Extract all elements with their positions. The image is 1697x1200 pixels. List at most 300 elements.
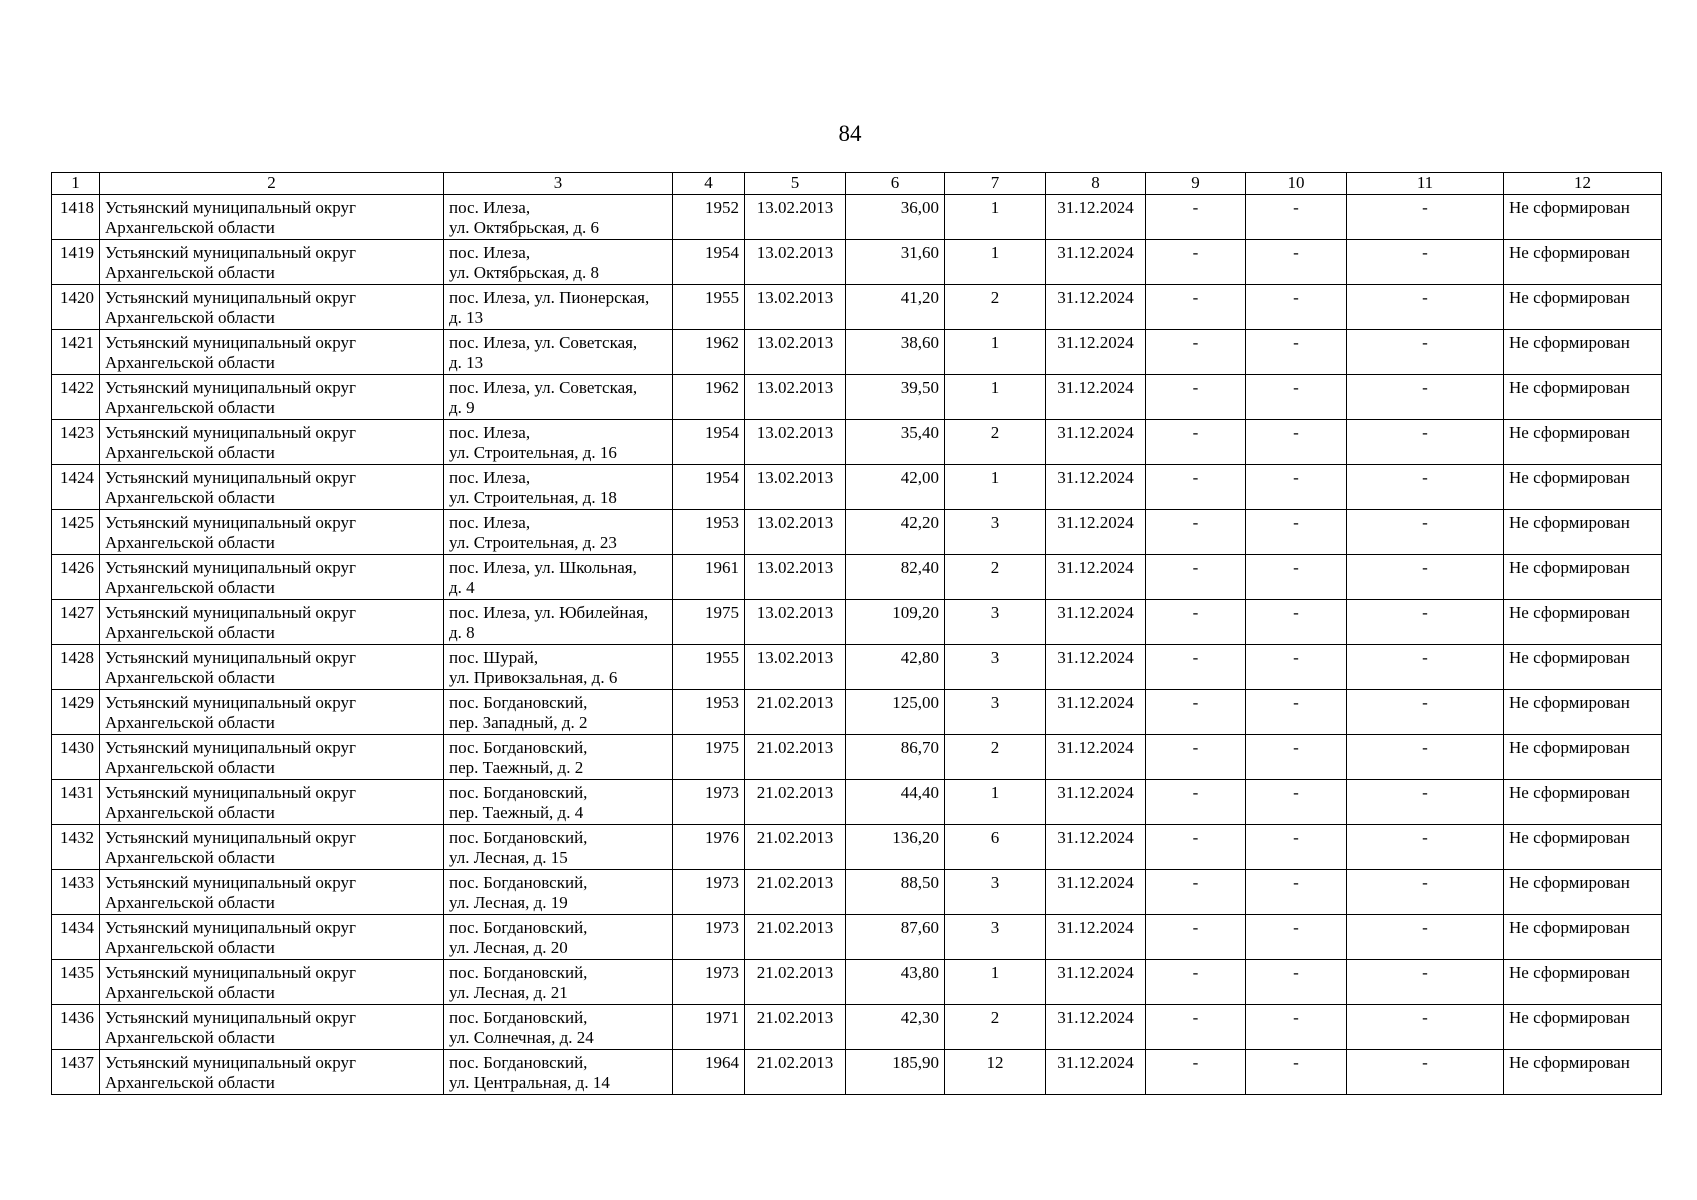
area-cell: 42,00	[846, 465, 945, 510]
owner-cell	[100, 240, 444, 285]
address-cell-line: пос. Илеза,	[449, 198, 531, 217]
area-cell: 39,50	[846, 375, 945, 420]
build-year-cell: 1973	[673, 870, 745, 915]
row-number-cell: 1424	[52, 465, 100, 510]
column-10-cell: -	[1246, 1005, 1347, 1050]
deadline-cell: 31.12.2024	[1046, 645, 1146, 690]
column-9-cell: -	[1146, 465, 1246, 510]
owner-cell-line: Архангельской области	[105, 488, 275, 507]
column-9-cell: -	[1146, 240, 1246, 285]
row-number-cell: 1429	[52, 690, 100, 735]
column-10-cell: -	[1246, 600, 1347, 645]
status-cell: Не сформирован	[1504, 375, 1662, 420]
build-year-cell: 1973	[673, 915, 745, 960]
recognition-date-cell: 13.02.2013	[745, 375, 846, 420]
status-cell: Не сформирован	[1504, 555, 1662, 600]
status-cell: Не сформирован	[1504, 825, 1662, 870]
residents-count-cell: 3	[945, 645, 1046, 690]
column-header-10: 10	[1246, 173, 1347, 195]
owner-cell-line: Архангельской области	[105, 758, 275, 777]
address-cell-line: пос. Илеза, ул. Пионерская,	[449, 288, 650, 307]
status-cell: Не сформирован	[1504, 915, 1662, 960]
owner-cell-line: Устьянский муниципальный округ	[105, 873, 356, 892]
owner-cell-line: Устьянский муниципальный округ	[105, 423, 356, 442]
recognition-date-cell: 13.02.2013	[745, 195, 846, 240]
address-cell-line: пос. Богдановский,	[449, 783, 588, 802]
row-number-cell: 1420	[52, 285, 100, 330]
column-9-cell: -	[1146, 870, 1246, 915]
residents-count-cell: 3	[945, 870, 1046, 915]
owner-cell-line: Архангельской области	[105, 848, 275, 867]
table-row	[52, 240, 1662, 285]
status-cell: Не сформирован	[1504, 735, 1662, 780]
status-cell: Не сформирован	[1504, 330, 1662, 375]
owner-cell-line: Архангельской области	[105, 938, 275, 957]
area-cell: 31,60	[846, 240, 945, 285]
column-header-5: 5	[745, 173, 846, 195]
column-11-cell: -	[1347, 780, 1504, 825]
row-number-cell: 1436	[52, 1005, 100, 1050]
address-cell	[444, 825, 673, 870]
table-row	[52, 600, 1662, 645]
column-11-cell: -	[1347, 465, 1504, 510]
owner-cell-line: Устьянский муниципальный округ	[105, 468, 356, 487]
table-row	[52, 195, 1662, 240]
owner-cell	[100, 195, 444, 240]
column-11-cell: -	[1347, 690, 1504, 735]
recognition-date-cell: 21.02.2013	[745, 870, 846, 915]
owner-cell-line: Устьянский муниципальный округ	[105, 558, 356, 577]
row-number-cell: 1433	[52, 870, 100, 915]
table-body	[52, 195, 1662, 1095]
recognition-date-cell: 13.02.2013	[745, 645, 846, 690]
address-cell	[444, 1050, 673, 1095]
column-11-cell: -	[1347, 1050, 1504, 1095]
table-row	[52, 690, 1662, 735]
column-10-cell: -	[1246, 915, 1347, 960]
deadline-cell: 31.12.2024	[1046, 420, 1146, 465]
owner-cell-line: Устьянский муниципальный округ	[105, 513, 356, 532]
table-row	[52, 375, 1662, 420]
address-cell	[444, 465, 673, 510]
owner-cell-line: Устьянский муниципальный округ	[105, 1008, 356, 1027]
address-cell-line: пос. Илеза, ул. Советская,	[449, 378, 638, 397]
residents-count-cell: 1	[945, 330, 1046, 375]
column-9-cell: -	[1146, 690, 1246, 735]
row-number-cell: 1425	[52, 510, 100, 555]
recognition-date-cell: 21.02.2013	[745, 825, 846, 870]
address-cell-line: пос. Богдановский,	[449, 873, 588, 892]
address-cell-line: пос. Богдановский,	[449, 963, 588, 982]
column-9-cell: -	[1146, 330, 1246, 375]
residents-count-cell: 1	[945, 960, 1046, 1005]
column-11-cell: -	[1347, 285, 1504, 330]
build-year-cell: 1962	[673, 330, 745, 375]
column-9-cell: -	[1146, 285, 1246, 330]
status-cell: Не сформирован	[1504, 510, 1662, 555]
table-row	[52, 780, 1662, 825]
recognition-date-cell: 21.02.2013	[745, 780, 846, 825]
recognition-date-cell: 21.02.2013	[745, 690, 846, 735]
residents-count-cell: 3	[945, 690, 1046, 735]
residents-count-cell: 1	[945, 375, 1046, 420]
area-cell: 86,70	[846, 735, 945, 780]
column-10-cell: -	[1246, 555, 1347, 600]
recognition-date-cell: 13.02.2013	[745, 285, 846, 330]
column-10-cell: -	[1246, 240, 1347, 285]
column-10-cell: -	[1246, 960, 1347, 1005]
address-cell-line: д. 13	[449, 353, 484, 372]
recognition-date-cell: 13.02.2013	[745, 555, 846, 600]
owner-cell-line: Архангельской области	[105, 623, 275, 642]
owner-cell-line: Архангельской области	[105, 803, 275, 822]
row-number-cell: 1432	[52, 825, 100, 870]
area-cell: 88,50	[846, 870, 945, 915]
build-year-cell: 1973	[673, 960, 745, 1005]
area-cell: 136,20	[846, 825, 945, 870]
row-number-cell: 1427	[52, 600, 100, 645]
column-10-cell: -	[1246, 330, 1347, 375]
column-10-cell: -	[1246, 1050, 1347, 1095]
build-year-cell: 1973	[673, 780, 745, 825]
owner-cell-line: Архангельской области	[105, 398, 275, 417]
address-cell-line: ул. Октябрьская, д. 6	[449, 218, 600, 237]
recognition-date-cell: 21.02.2013	[745, 735, 846, 780]
build-year-cell: 1954	[673, 465, 745, 510]
deadline-cell: 31.12.2024	[1046, 330, 1146, 375]
column-header-1: 1	[52, 173, 100, 195]
address-cell-line: ул. Солнечная, д. 24	[449, 1028, 594, 1047]
address-cell	[444, 195, 673, 240]
build-year-cell: 1955	[673, 645, 745, 690]
owner-cell	[100, 735, 444, 780]
build-year-cell: 1962	[673, 375, 745, 420]
column-header-11: 11	[1347, 173, 1504, 195]
address-cell-line: ул. Октябрьская, д. 8	[449, 263, 600, 282]
table-row	[52, 420, 1662, 465]
deadline-cell: 31.12.2024	[1046, 690, 1146, 735]
column-11-cell: -	[1347, 240, 1504, 285]
table-row	[52, 465, 1662, 510]
address-cell	[444, 555, 673, 600]
row-number-cell: 1419	[52, 240, 100, 285]
deadline-cell: 31.12.2024	[1046, 780, 1146, 825]
owner-cell	[100, 825, 444, 870]
column-9-cell: -	[1146, 1050, 1246, 1095]
residents-count-cell: 1	[945, 465, 1046, 510]
owner-cell	[100, 690, 444, 735]
owner-cell-line: Устьянский муниципальный округ	[105, 288, 356, 307]
column-9-cell: -	[1146, 780, 1246, 825]
owner-cell	[100, 375, 444, 420]
column-11-cell: -	[1347, 195, 1504, 240]
owner-cell-line: Устьянский муниципальный округ	[105, 738, 356, 757]
address-cell	[444, 870, 673, 915]
recognition-date-cell: 13.02.2013	[745, 465, 846, 510]
deadline-cell: 31.12.2024	[1046, 735, 1146, 780]
owner-cell-line: Архангельской области	[105, 353, 275, 372]
page-number: 84	[838, 121, 862, 146]
status-cell: Не сформирован	[1504, 420, 1662, 465]
address-cell-line: ул. Лесная, д. 19	[449, 893, 568, 912]
recognition-date-cell: 13.02.2013	[745, 240, 846, 285]
build-year-cell: 1955	[673, 285, 745, 330]
address-cell-line: ул. Центральная, д. 14	[449, 1073, 610, 1092]
area-cell: 38,60	[846, 330, 945, 375]
address-cell-line: д. 8	[449, 623, 475, 642]
owner-cell-line: Архангельской области	[105, 443, 275, 462]
address-cell-line: пос. Илеза, ул. Советская,	[449, 333, 638, 352]
table-row	[52, 555, 1662, 600]
owner-cell	[100, 1050, 444, 1095]
column-11-cell: -	[1347, 375, 1504, 420]
column-10-cell: -	[1246, 195, 1347, 240]
deadline-cell: 31.12.2024	[1046, 870, 1146, 915]
column-11-cell: -	[1347, 330, 1504, 375]
owner-cell-line: Устьянский муниципальный округ	[105, 648, 356, 667]
column-9-cell: -	[1146, 645, 1246, 690]
area-cell: 42,20	[846, 510, 945, 555]
owner-cell	[100, 285, 444, 330]
status-cell: Не сформирован	[1504, 645, 1662, 690]
status-cell: Не сформирован	[1504, 285, 1662, 330]
row-number-cell: 1428	[52, 645, 100, 690]
area-cell: 42,30	[846, 1005, 945, 1050]
recognition-date-cell: 13.02.2013	[745, 420, 846, 465]
owner-cell-line: Устьянский муниципальный округ	[105, 963, 356, 982]
address-cell	[444, 780, 673, 825]
deadline-cell: 31.12.2024	[1046, 960, 1146, 1005]
residents-count-cell: 2	[945, 735, 1046, 780]
deadline-cell: 31.12.2024	[1046, 600, 1146, 645]
address-cell-line: ул. Строительная, д. 16	[449, 443, 617, 462]
column-11-cell: -	[1347, 915, 1504, 960]
address-cell-line: пос. Богдановский,	[449, 918, 588, 937]
residents-count-cell: 6	[945, 825, 1046, 870]
residents-count-cell: 1	[945, 780, 1046, 825]
address-cell-line: пос. Илеза,	[449, 423, 531, 442]
table-row	[52, 735, 1662, 780]
owner-cell-line: Архангельской области	[105, 218, 275, 237]
status-cell: Не сформирован	[1504, 780, 1662, 825]
owner-cell-line: Архангельской области	[105, 713, 275, 732]
status-cell: Не сформирован	[1504, 1050, 1662, 1095]
table-row	[52, 915, 1662, 960]
deadline-cell: 31.12.2024	[1046, 825, 1146, 870]
owner-cell	[100, 960, 444, 1005]
deadline-cell: 31.12.2024	[1046, 195, 1146, 240]
build-year-cell: 1976	[673, 825, 745, 870]
deadline-cell: 31.12.2024	[1046, 240, 1146, 285]
owner-cell	[100, 510, 444, 555]
table-row	[52, 330, 1662, 375]
column-header-7: 7	[945, 173, 1046, 195]
table-row	[52, 960, 1662, 1005]
column-9-cell: -	[1146, 915, 1246, 960]
column-11-cell: -	[1347, 645, 1504, 690]
address-cell-line: пос. Богдановский,	[449, 693, 588, 712]
address-cell-line: пос. Илеза, ул. Школьная,	[449, 558, 637, 577]
deadline-cell: 31.12.2024	[1046, 285, 1146, 330]
build-year-cell: 1971	[673, 1005, 745, 1050]
address-cell-line: пер. Западный, д. 2	[449, 713, 588, 732]
build-year-cell: 1953	[673, 690, 745, 735]
column-9-cell: -	[1146, 555, 1246, 600]
deadline-cell: 31.12.2024	[1046, 915, 1146, 960]
address-cell-line: пос. Шурай,	[449, 648, 539, 667]
address-cell	[444, 240, 673, 285]
table-row	[52, 870, 1662, 915]
owner-cell-line: Архангельской области	[105, 578, 275, 597]
column-header-12: 12	[1504, 173, 1662, 195]
owner-cell-line: Архангельской области	[105, 1073, 275, 1092]
deadline-cell: 31.12.2024	[1046, 1050, 1146, 1095]
address-cell-line: пос. Богдановский,	[449, 828, 588, 847]
registry-table	[51, 172, 1662, 1095]
row-number-cell: 1434	[52, 915, 100, 960]
row-number-cell: 1422	[52, 375, 100, 420]
residents-count-cell: 3	[945, 510, 1046, 555]
owner-cell-line: Архангельской области	[105, 893, 275, 912]
build-year-cell: 1953	[673, 510, 745, 555]
column-10-cell: -	[1246, 870, 1347, 915]
address-cell	[444, 330, 673, 375]
owner-cell-line: Устьянский муниципальный округ	[105, 198, 356, 217]
residents-count-cell: 2	[945, 285, 1046, 330]
row-number-cell: 1437	[52, 1050, 100, 1095]
residents-count-cell: 1	[945, 195, 1046, 240]
column-9-cell: -	[1146, 1005, 1246, 1050]
deadline-cell: 31.12.2024	[1046, 1005, 1146, 1050]
row-number-cell: 1418	[52, 195, 100, 240]
row-number-cell: 1421	[52, 330, 100, 375]
column-9-cell: -	[1146, 195, 1246, 240]
owner-cell	[100, 1005, 444, 1050]
column-11-cell: -	[1347, 420, 1504, 465]
column-10-cell: -	[1246, 825, 1347, 870]
area-cell: 82,40	[846, 555, 945, 600]
area-cell: 43,80	[846, 960, 945, 1005]
address-cell-line: пос. Богдановский,	[449, 738, 588, 757]
status-cell: Не сформирован	[1504, 465, 1662, 510]
owner-cell-line: Устьянский муниципальный округ	[105, 693, 356, 712]
owner-cell	[100, 555, 444, 600]
column-header-6: 6	[846, 173, 945, 195]
column-header-3: 3	[444, 173, 673, 195]
owner-cell-line: Устьянский муниципальный округ	[105, 243, 356, 262]
address-cell	[444, 600, 673, 645]
column-10-cell: -	[1246, 465, 1347, 510]
status-cell: Не сформирован	[1504, 240, 1662, 285]
address-cell-line: пос. Илеза,	[449, 513, 531, 532]
area-cell: 185,90	[846, 1050, 945, 1095]
address-cell-line: пос. Богдановский,	[449, 1053, 588, 1072]
owner-cell-line: Устьянский муниципальный округ	[105, 783, 356, 802]
address-cell	[444, 285, 673, 330]
column-11-cell: -	[1347, 1005, 1504, 1050]
build-year-cell: 1954	[673, 240, 745, 285]
column-header-2: 2	[100, 173, 444, 195]
column-11-cell: -	[1347, 510, 1504, 555]
status-cell: Не сформирован	[1504, 960, 1662, 1005]
area-cell: 109,20	[846, 600, 945, 645]
column-header-4: 4	[673, 173, 745, 195]
column-10-cell: -	[1246, 735, 1347, 780]
owner-cell	[100, 465, 444, 510]
owner-cell-line: Устьянский муниципальный округ	[105, 333, 356, 352]
status-cell: Не сформирован	[1504, 690, 1662, 735]
owner-cell-line: Архангельской области	[105, 1028, 275, 1047]
address-cell	[444, 915, 673, 960]
column-10-cell: -	[1246, 375, 1347, 420]
owner-cell-line: Устьянский муниципальный округ	[105, 918, 356, 937]
area-cell: 44,40	[846, 780, 945, 825]
table-row	[52, 510, 1662, 555]
owner-cell-line: Архангельской области	[105, 308, 275, 327]
recognition-date-cell: 13.02.2013	[745, 510, 846, 555]
owner-cell-line: Архангельской области	[105, 533, 275, 552]
column-header-8: 8	[1046, 173, 1146, 195]
address-cell-line: пос. Илеза,	[449, 468, 531, 487]
column-10-cell: -	[1246, 510, 1347, 555]
recognition-date-cell: 21.02.2013	[745, 960, 846, 1005]
address-cell	[444, 510, 673, 555]
table-row	[52, 645, 1662, 690]
residents-count-cell: 12	[945, 1050, 1046, 1095]
address-cell	[444, 735, 673, 780]
column-11-cell: -	[1347, 960, 1504, 1005]
residents-count-cell: 3	[945, 600, 1046, 645]
deadline-cell: 31.12.2024	[1046, 465, 1146, 510]
build-year-cell: 1952	[673, 195, 745, 240]
recognition-date-cell: 21.02.2013	[745, 915, 846, 960]
owner-cell	[100, 870, 444, 915]
row-number-cell: 1430	[52, 735, 100, 780]
owner-cell-line: Устьянский муниципальный округ	[105, 603, 356, 622]
row-number-cell: 1435	[52, 960, 100, 1005]
address-cell-line: д. 9	[449, 398, 475, 417]
deadline-cell: 31.12.2024	[1046, 510, 1146, 555]
column-11-cell: -	[1347, 825, 1504, 870]
deadline-cell: 31.12.2024	[1046, 375, 1146, 420]
table-row	[52, 285, 1662, 330]
build-year-cell: 1975	[673, 600, 745, 645]
address-cell	[444, 960, 673, 1005]
row-number-cell: 1431	[52, 780, 100, 825]
column-11-cell: -	[1347, 735, 1504, 780]
address-cell-line: пос. Богдановский,	[449, 1008, 588, 1027]
owner-cell-line: Архангельской области	[105, 263, 275, 282]
address-cell	[444, 690, 673, 735]
column-9-cell: -	[1146, 510, 1246, 555]
address-cell	[444, 645, 673, 690]
column-number-header-row	[52, 173, 1662, 195]
column-11-cell: -	[1347, 870, 1504, 915]
column-9-cell: -	[1146, 825, 1246, 870]
status-cell: Не сформирован	[1504, 600, 1662, 645]
column-10-cell: -	[1246, 645, 1347, 690]
column-9-cell: -	[1146, 735, 1246, 780]
area-cell: 35,40	[846, 420, 945, 465]
row-number-cell: 1423	[52, 420, 100, 465]
build-year-cell: 1961	[673, 555, 745, 600]
owner-cell-line: Архангельской области	[105, 668, 275, 687]
table-row	[52, 825, 1662, 870]
address-cell	[444, 420, 673, 465]
build-year-cell: 1975	[673, 735, 745, 780]
address-cell-line: пер. Таежный, д. 2	[449, 758, 584, 777]
column-11-cell: -	[1347, 600, 1504, 645]
